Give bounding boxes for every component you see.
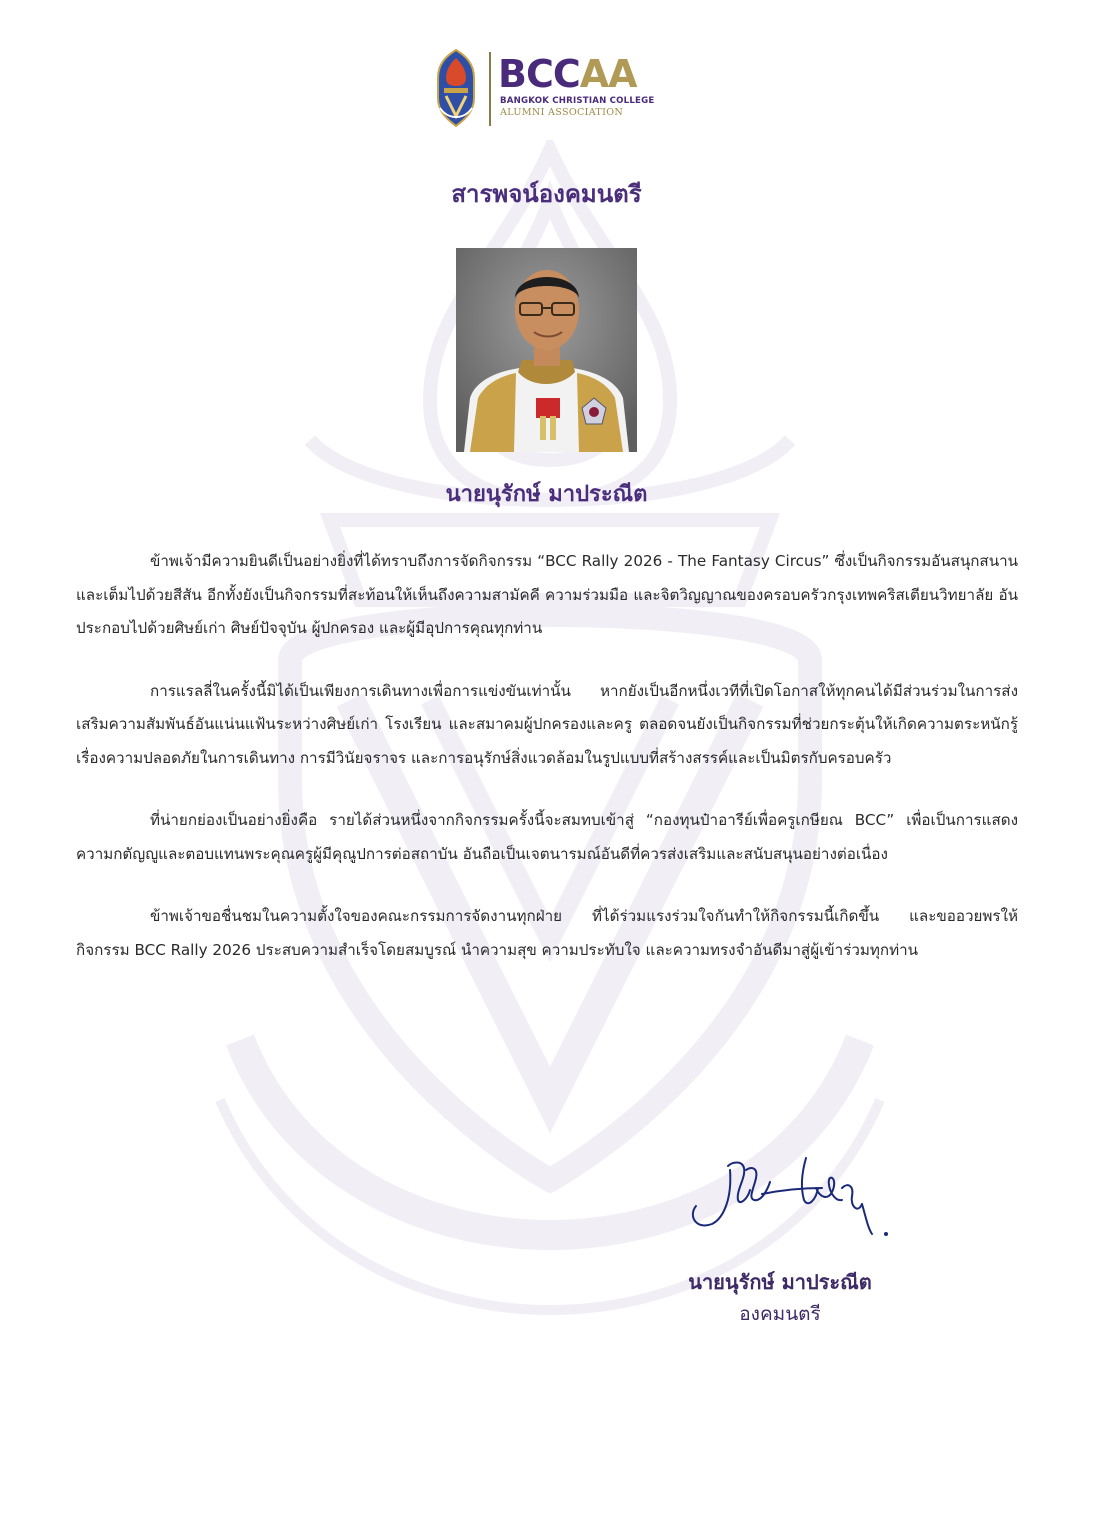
portrait-illustration [456,248,637,452]
logo-subtitle-college: BANGKOK CHRISTIAN COLLEGE [500,96,655,106]
signer-name: นายนุรักษ์ มาประณีต [688,1270,872,1294]
logo-divider [489,52,491,126]
message-body [76,545,1018,996]
portrait-photo [456,248,637,452]
logo-wordmark: BCCAA [498,52,637,96]
paragraph-4: ข้าพเจ้าขอชื่นชมในความตั้งใจของคณะกรรมการจัดงานทุกฝ่าย ที่ได้ร่วมแรงร่วมใจกันทำให้กิจกรรมนี้เกิดขึ้น และขออวยพรให้กิจกรรม BCC Rally 2026 ประสบความสำเร็จโดยสมบูรณ์ นำความสุข ความประทับใจ และความทรงจำอันดีมาสู่ผู้เข้าร่วมทุกท่าน [76,907,1018,959]
page-title: สารพจน์องคมนตรี [451,180,642,208]
logo-subtitle-association: ALUMNI ASSOCIATION [500,107,624,118]
paragraph-2: การแรลลี่ในครั้งนี้มิได้เป็นเพียงการเดินทางเพื่อการแข่งขันเท่านั้น หากยังเป็นอีกหนึ่งเวทีที่เปิดโอกาสให้ทุกคนได้มีส่วนร่วมในการส่งเสริมความสัมพันธ์อันแน่นแฟ้นระหว่างศิษย์เก่า โรงเรียน และสมาคมผู้ปกครองและครู ตลอดจนยังเป็นกิจกรรมที่ช่วยกระตุ้นให้เกิดความตระหนักรู้ เรื่องความปลอดภัยในการเดินทาง การมีวินัยจราจร และการอนุรักษ์สิ่งแวดล้อมในรูปแบบที่สร้างสรรค์และเป็นมิตรกับครอบครัว [76,681,1018,767]
paragraph-3: ที่น่ายกย่องเป็นอย่างยิ่งคือ รายได้ส่วนหนึ่งจากกิจกรรมครั้งนี้จะสมทบเข้าสู่ “กองทุนป๋าอารีย์เพื่อครูเกษียณ BCC” เพื่อเป็นการแสดงความกตัญญูและตอบแทนพระคุณครูผู้มีคุณูปการต่อสถาบัน อันถือเป็นเจตนารมณ์อันดีที่ควรส่งเสริมและสนับสนุนอย่างต่อเนื่อง [76,811,1018,863]
signature-mark [682,1148,892,1238]
signer-position: องคมนตรี [739,1303,821,1325]
bccaa-logo [432,48,664,130]
person-name: นายนุรักษ์ มาประณีต [445,482,648,507]
bcc-crest-icon [432,48,480,128]
paragraph-1: ข้าพเจ้ามีความยินดีเป็นอย่างยิ่งที่ได้ทราบถึงการจัดกิจกรรม “BCC Rally 2026 - The Fantasy Circus” ซึ่งเป็นกิจกรรมอันสนุกสนานและเต็มไปด้วยสีสัน อีกทั้งยังเป็นกิจกรรมที่สะท้อนให้เห็นถึงความสามัคคี ความร่วมมือ และจิตวิญญาณของครอบครัวกรุงเทพคริสเตียนวิทยาลัย อันประกอบไปด้วยศิษย์เก่า ศิษย์ปัจจุบัน ผู้ปกครอง และผู้มีอุปการคุณทุกท่าน [76,552,1018,637]
